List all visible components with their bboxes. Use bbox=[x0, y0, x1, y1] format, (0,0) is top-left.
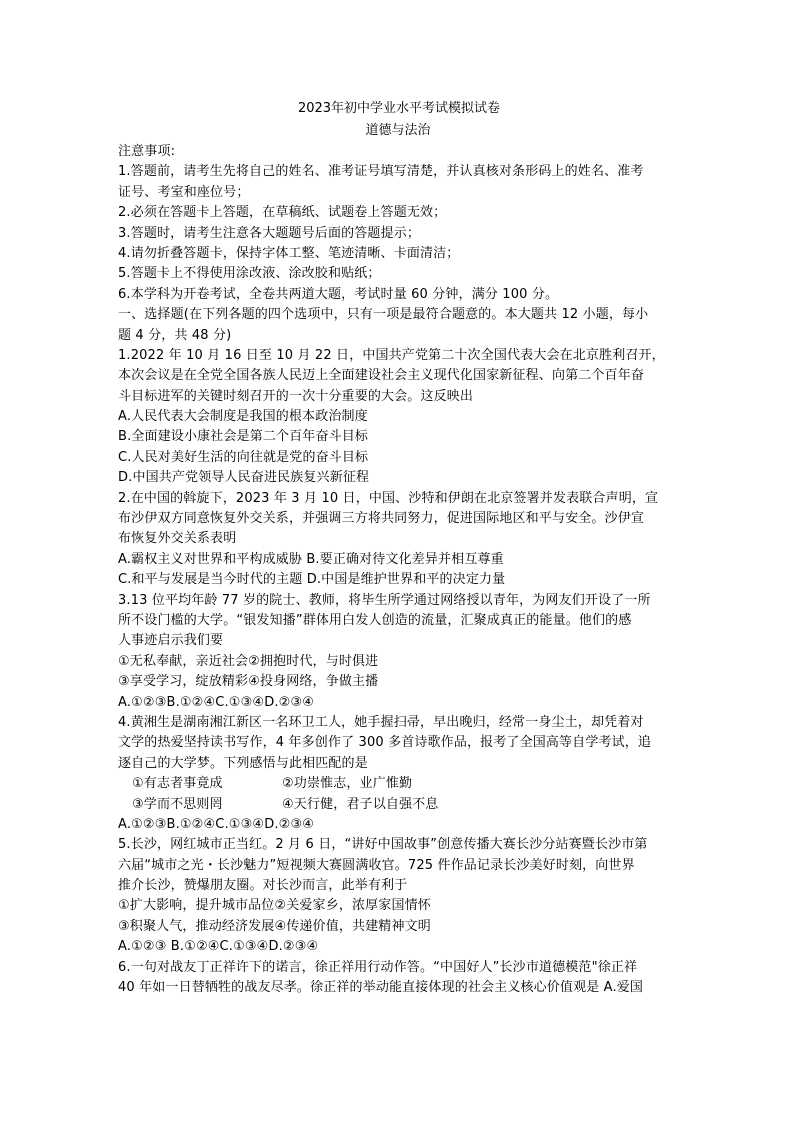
question-5 bbox=[118, 835, 678, 957]
option-d: D.中国共产党领导人民奋进民族复兴新征程 bbox=[118, 470, 370, 486]
question-stem: 40 年如一日替牺牲的战友尽孝。徐正祥的举动能直接体现的社会主义核心价值观是 A.爱国 bbox=[118, 980, 644, 996]
question-stem: 1.2022 年 10 月 16 日至 10 月 22 日，中国共产党第二十次全国代表大会在北京胜利召开， bbox=[118, 347, 665, 363]
answer-options: A.①②③B.①②④C.①③④D.②③④ bbox=[118, 694, 315, 710]
question-stem: 人事迹启示我们要 bbox=[118, 633, 224, 649]
options-cd: C.和平与发展是当今时代的主题 D.中国是维护世界和平的决定力量 bbox=[118, 572, 506, 588]
notice-heading: 注意事项: bbox=[118, 144, 176, 159]
option-c: C.人民对美好生活的向往就是党的奋斗目标 bbox=[118, 449, 369, 465]
notice-line: 5.答题卡上不得使用涂改液、涂改胶和贴纸； bbox=[118, 266, 381, 282]
statement-item: ②功崇惟志，业广惟勤 bbox=[282, 776, 413, 792]
options-ab: A.霸权主义对世界和平构成威胁 B.要正确对待文化差异并相互尊重 bbox=[118, 551, 504, 567]
question-stem: 文学的热爱坚持读书写作，4 年多创作了 300 多首诗歌作品，报考了全国高等自学考试，追 bbox=[118, 735, 652, 751]
question-stem: 2.在中国的斡旋下，2023 年 3 月 10 日，中国、沙特和伊朗在北京签署并发表联合声明，宣 bbox=[118, 490, 659, 506]
section-heading-line: 题 4 分，共 48 分) bbox=[118, 327, 232, 343]
option-a: A.人民代表大会制度是我国的根本政治制度 bbox=[118, 409, 368, 425]
statement-item: ③学而不思则罔 bbox=[132, 796, 223, 812]
statement-item: ④天行健，君子以自强不息 bbox=[282, 796, 439, 812]
exam-title: 2023年初中学业水平考试模拟试卷 bbox=[297, 101, 501, 116]
question-stem: 本次会议是在全党全国各族人民迈上全面建设社会主义现代化国家新征程、向第二个百年奋 bbox=[118, 368, 645, 384]
question-stem: 六届“城市之光・长沙魅力”短视频大赛圆满收官。725 件作品记录长沙美好时刻，向世界 bbox=[118, 857, 635, 873]
statement-items: ③积聚人气，推动经济发展④传递价值，共建精神文明 bbox=[118, 918, 431, 934]
exam-subject: 道德与法治 bbox=[365, 123, 431, 138]
question-stem: 5.长沙，网红城市正当红。2 月 6 日，“讲好中国故事”创意传播大赛长沙分站赛暨长沙市第 bbox=[118, 837, 648, 853]
question-3 bbox=[118, 591, 678, 713]
section-heading bbox=[118, 305, 678, 346]
question-stem: 所不设门槛的大学。“银发知播”群体用白发人创造的流量，汇聚成真正的能量。他们的感 bbox=[118, 612, 632, 628]
statement-row bbox=[118, 795, 678, 815]
question-stem: 斗目标进军的关键时刻召开的一次十分重要的大会。这反映出 bbox=[118, 388, 474, 404]
question-stem: 3.13 位平均年龄 77 岁的院士、教师，将毕生所学通过网络授以青年，为网友们开设了一所 bbox=[118, 592, 651, 608]
statement-row bbox=[118, 774, 678, 794]
statement-items: ①无私奉献，亲近社会②拥抱时代，与时俱进 bbox=[118, 653, 379, 669]
statement-items: ③享受学习，绽放精彩④投身网络，争做主播 bbox=[118, 674, 379, 690]
statement-items: ①扩大影响，提升城市品位②关爱家乡，浓厚家国情怀 bbox=[118, 898, 431, 914]
question-stem: 推介长沙，赞爆朋友圈。对长沙而言，此举有利于 bbox=[118, 878, 408, 894]
question-4 bbox=[118, 713, 678, 835]
statement-item: ①有志者事竟成 bbox=[132, 776, 223, 792]
notice-line: 证号、考室和座位号； bbox=[118, 184, 250, 200]
question-stem: 布沙伊双方同意恢复外交关系，并强调三方将共同努力，促进国际地区和平与安全。沙伊宣 bbox=[118, 511, 645, 527]
question-1 bbox=[118, 346, 678, 489]
question-stem: 布恢复外交关系表明 bbox=[118, 531, 237, 547]
notice-line: 1.答题前，请考生先将自己的姓名、准考证号填写清楚，并认真核对条形码上的姓名、准考 bbox=[118, 164, 644, 180]
answer-options: A.①②③B.①②④C.①③④D.②③④ bbox=[118, 816, 315, 832]
answer-options: A.①②③ B.①②④C.①③④D.②③④ bbox=[118, 939, 319, 955]
question-stem: 逐自己的大学梦。下列感悟与此相匹配的是 bbox=[118, 755, 368, 771]
notice-line: 6.本学科为开卷考试，全卷共两道大题，考试时量 60 分钟，满分 100 分。 bbox=[118, 286, 559, 302]
question-stem: 4.黄湘生是湖南湘江新区一名环卫工人，她手握扫帚，早出晚归，经常一身尘土，却凭着对 bbox=[118, 714, 644, 730]
notice-line: 2.必须在答题卡上答题，在草稿纸、试题卷上答题无效； bbox=[118, 205, 447, 221]
section-heading-line: 一、选择题(在下列各题的四个选项中，只有一项是最符合题意的。本大题共 12 小题，每小 bbox=[118, 307, 649, 323]
notice-line: 3.答题时，请考生注意各大题题号后面的答题提示； bbox=[118, 225, 421, 241]
question-stem: 6.一句对战友丁正祥许下的诺言，徐正祥用行动作答。“中国好人”长沙市道德模范"徐正祥 bbox=[118, 959, 638, 975]
option-b: B.全面建设小康社会是第二个百年奋斗目标 bbox=[118, 429, 369, 445]
exam-content bbox=[118, 98, 678, 998]
question-2 bbox=[118, 489, 678, 591]
notice-line: 4.请勿折叠答题卡，保持字体工整、笔迹清晰、卡面清洁； bbox=[118, 245, 460, 261]
question-6 bbox=[118, 958, 678, 999]
notice-section bbox=[118, 142, 678, 305]
